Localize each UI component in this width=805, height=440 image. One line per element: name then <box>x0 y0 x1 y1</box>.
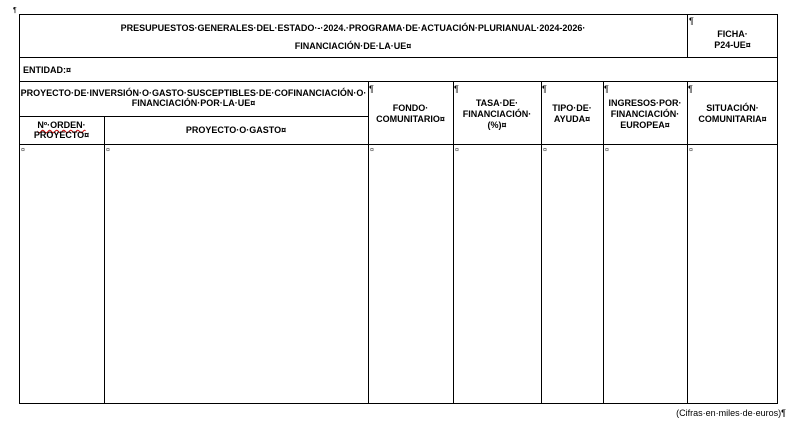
cell-marker-tipo[interactable]: ¤ <box>543 147 547 154</box>
paragraph-mark: ¶ <box>454 84 459 94</box>
cell-marker-ingresos[interactable]: ¤ <box>605 147 609 154</box>
ficha-code: P24-UE¤ <box>714 40 751 50</box>
cell-marker-fondo[interactable]: ¤ <box>370 147 374 154</box>
col-divider-4 <box>541 81 542 404</box>
page-title: PRESUPUESTOS·GENERALES·DEL·ESTADO·-·2024.·PROGRAMA·DE·ACTUACIÓN·PLURIANUAL·2024-2026· <box>120 23 586 33</box>
col-divider-1 <box>104 116 105 404</box>
column-header-situacion: SITUACIÓN· <box>706 103 759 113</box>
column-header-fondo-line2: COMUNITARIO¤ <box>376 114 445 124</box>
column-header-tipo-line2: AYUDA¤ <box>553 114 591 124</box>
col-divider-6 <box>687 81 688 404</box>
column-header-tipo: TIPO·DE· <box>552 103 592 113</box>
column-header-ingresos-line2: FINANCIACIÓN· <box>610 109 680 119</box>
cell-marker-norden[interactable]: ¤ <box>21 147 25 154</box>
col-divider-2 <box>368 81 369 404</box>
paragraph-mark: ¶ <box>689 16 694 26</box>
column-header-tasa: TASA·DE· <box>475 98 519 108</box>
column-header-norden-line2: PROYECTO¤ <box>33 130 90 140</box>
ficha-label: FICHA· <box>717 29 748 39</box>
column-header-proyecto: PROYECTO·O·GASTO¤ <box>185 125 287 135</box>
cell-marker-situacion[interactable]: ¤ <box>689 147 693 154</box>
paragraph-mark: ¶ <box>369 84 374 94</box>
entidad-divider <box>19 81 778 82</box>
paragraph-mark: ¶ <box>688 84 693 94</box>
column-header-ingresos: INGRESOS·POR· <box>608 98 682 108</box>
column-header-tasa-line2: FINANCIACIÓN· <box>462 109 532 119</box>
project-group-header: PROYECTO·DE·INVERSIÓN·O·GASTO·SUSCEPTIBLES·DE·COFINANCIACIÓN·O· <box>20 88 367 98</box>
entidad-label: ENTIDAD:¤ <box>23 65 72 75</box>
project-group-header-line2: FINANCIACIÓN·POR·LA·UE¤ <box>131 98 256 108</box>
paragraph-mark: ¶ <box>13 7 17 14</box>
column-header-tasa-line3: (%)¤ <box>487 120 507 130</box>
cell-marker-tasa[interactable]: ¤ <box>455 147 459 154</box>
header-divider <box>19 57 778 58</box>
project-group-divider <box>19 116 368 117</box>
column-header-norden: Nº·ORDEN· <box>37 120 86 130</box>
column-header-situacion-line2: COMUNITARIA¤ <box>698 114 767 124</box>
page-subtitle: FINANCIACIÓN·DE·LA·UE¤ <box>294 41 412 51</box>
form-table <box>19 14 778 404</box>
paragraph-mark: ¶ <box>542 84 547 94</box>
column-header-divider <box>19 144 778 145</box>
units-note: (Cifras·en·miles·de·euros)¶ <box>676 408 786 418</box>
paragraph-mark: ¶ <box>604 84 609 94</box>
column-header-ingresos-line3: EUROPEA¤ <box>620 120 670 130</box>
cell-marker-proyecto[interactable]: ¤ <box>106 147 110 154</box>
column-header-fondo: FONDO· <box>392 103 429 113</box>
